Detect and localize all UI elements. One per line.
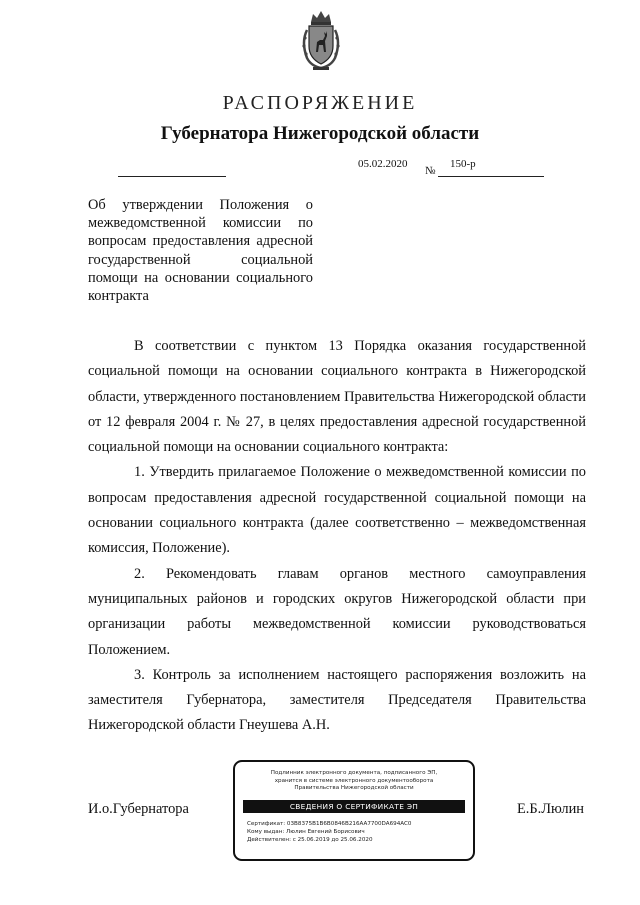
number-label: №: [425, 165, 436, 177]
signatory-name: Е.Б.Люлин: [517, 801, 584, 817]
issuer-title: Губернатора Нижегородской области: [160, 123, 480, 144]
stamp-header: Подлинник электронного документа, подписанного ЭП, хранится в системе электронного документооборота Правительства Нижегородской области: [270, 770, 438, 791]
stamp-certificate: Сертификат: 03B8375B1B6B0846B216AA7700DA694AC0: [247, 820, 412, 827]
signatory-position: И.о.Губернатора: [88, 801, 189, 817]
body-item-3: 3. Контроль за исполнением настоящего распоряжения возложить на заместителя Губернатора, заместителя Председателя Правительства Нижегородской области Гнеушева А.Н.: [88, 666, 586, 734]
coat-of-arms-icon: [299, 8, 343, 72]
body-item-1: 1. Утвердить прилагаемое Положение о межведомственной комиссии по вопросам предоставления адресной государственной социальной помощи на основании социального контракта (далее соответственно – межведомственная комиссия, Положение).: [88, 464, 586, 557]
document-date: 05.02.2020: [358, 158, 408, 170]
document-body: [88, 334, 586, 739]
stamp-certificate-details: [247, 820, 473, 844]
date-underline: [118, 176, 226, 177]
document-subject: Об утверждении Положения о межведомственной комиссии по вопросам предоставления адресной государственной социальной помощи на основании социального контракта: [88, 197, 313, 305]
body-intro-paragraph: В соответствии с пунктом 13 Порядка оказания государственной социальной помощи на основании социального контракта в Нижегородской области, утвержденного постановлением Правительства Нижегородской области от 12 февраля 2004 г. № 27, в целях предоставления адресной государственной социальной помощи на основании социального контракта:: [88, 338, 586, 456]
number-underline: [438, 176, 544, 177]
body-item-2: 2. Рекомендовать главам органов местного самоуправления муниципальных районов и городских округов Нижегородской области при организации работы межведомственной комиссии руководствоваться Положением.: [88, 565, 586, 658]
stamp-validity: Действителен: с 25.06.2019 до 25.06.2020: [247, 836, 373, 843]
stamp-title-bar: СВЕДЕНИЯ О СЕРТИФИКАТЕ ЭП: [243, 800, 465, 813]
stamp-issued-to: Кому выдан: Люлин Евгений Борисович: [247, 828, 365, 835]
document-number: 150-р: [450, 158, 476, 170]
electronic-signature-stamp: [233, 760, 475, 861]
document-type-title: РАСПОРЯЖЕНИЕ: [222, 92, 418, 114]
